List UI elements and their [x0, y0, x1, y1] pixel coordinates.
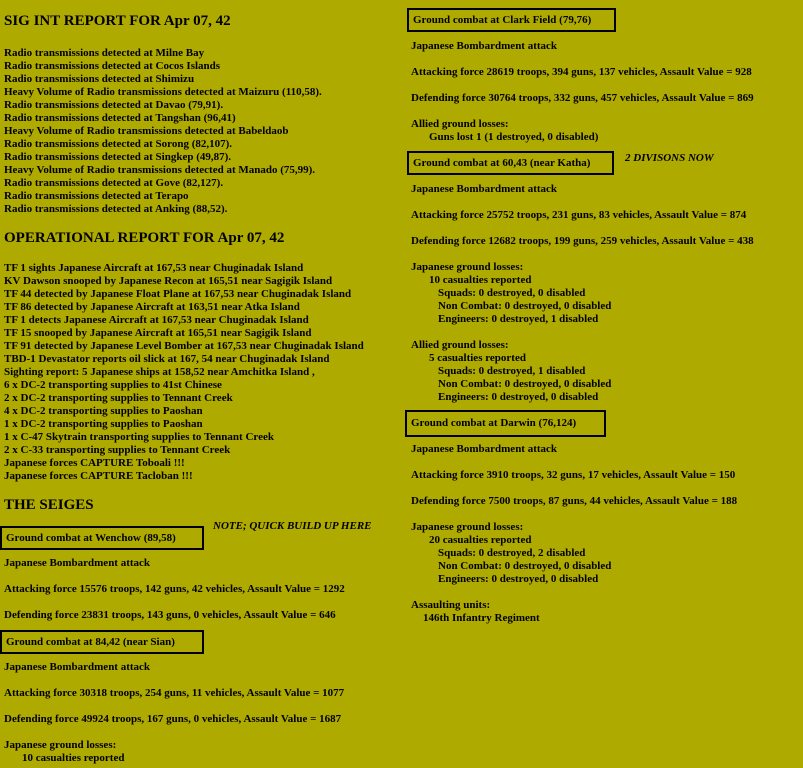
oprep-list	[4, 262, 364, 483]
katha-jp-engineers: Engineers: 0 destroyed, 1 disabled	[438, 313, 599, 325]
katha-bombardment: Japanese Bombardment attack	[411, 183, 558, 195]
sian-attacking: Attacking force 30318 troops, 254 guns, 11 vehicles, Assault Value = 1077	[4, 687, 345, 699]
sigint-list	[4, 47, 322, 216]
sigint-line: Radio transmissions detected at Cocos Islands	[4, 60, 221, 72]
wenchow-note: NOTE; QUICK BUILD UP HERE	[213, 520, 372, 532]
sian-losses-title: Japanese ground losses:	[4, 739, 117, 751]
clark-defending: Defending force 30764 troops, 332 guns, 457 vehicles, Assault Value = 869	[411, 92, 754, 104]
sigint-title: SIG INT REPORT FOR Apr 07, 42	[4, 13, 231, 29]
oprep-line: TF 1 detects Japanese Aircraft at 167,53 near Chuginadak Island	[4, 314, 309, 326]
darwin-attacking: Attacking force 3910 troops, 32 guns, 17 vehicles, Assault Value = 150	[411, 469, 736, 481]
sigint-line: Radio transmissions detected at Anking (88,52).	[4, 203, 228, 215]
oprep-line: TF 86 detected by Japanese Aircraft at 163,51 near Atka Island	[4, 301, 300, 313]
katha-jp-squads: Squads: 0 destroyed, 0 disabled	[438, 287, 586, 299]
darwin-combat-header: Ground combat at Darwin (76,124)	[405, 410, 606, 437]
oprep-line: TF 15 snooped by Japanese Aircraft at 165,51 near Sagigik Island	[4, 327, 312, 339]
katha-defending: Defending force 12682 troops, 199 guns, 259 vehicles, Assault Value = 438	[411, 235, 754, 247]
oprep-line: TF 44 detected by Japanese Float Plane at 167,53 near Chuginadak Island	[4, 288, 352, 300]
clark-combat-header: Ground combat at Clark Field (79,76)	[407, 8, 616, 32]
oprep-line: TF 1 sights Japanese Aircraft at 167,53 near Chuginadak Island	[4, 262, 304, 274]
sigint-line: Heavy Volume of Radio transmissions detected at Babeldaob	[4, 125, 289, 137]
darwin-jp-engineers: Engineers: 0 destroyed, 0 disabled	[438, 573, 599, 585]
katha-jp-noncombat: Non Combat: 0 destroyed, 0 disabled	[438, 300, 612, 312]
katha-al-noncombat: Non Combat: 0 destroyed, 0 disabled	[438, 378, 612, 390]
sian-combat-header: Ground combat at 84,42 (near Sian)	[0, 630, 204, 654]
oprep-line: 1 x C-47 Skytrain transporting supplies to Tennant Creek	[4, 431, 274, 443]
sigint-line: Radio transmissions detected at Davao (79,91).	[4, 99, 224, 111]
katha-jp-casualties: 10 casualties reported	[429, 274, 532, 286]
sigint-line: Radio transmissions detected at Sorong (82,107).	[4, 138, 233, 150]
oprep-title: OPERATIONAL REPORT FOR Apr 07, 42	[4, 230, 285, 246]
sian-bombardment: Japanese Bombardment attack	[4, 661, 151, 673]
katha-combat-header: Ground combat at 60,43 (near Katha)	[407, 151, 614, 175]
wenchow-defending: Defending force 23831 troops, 143 guns, 0 vehicles, Assault Value = 646	[4, 609, 336, 621]
oprep-line: Japanese forces CAPTURE Toboali !!!	[4, 457, 185, 469]
katha-note: 2 DIVISONS NOW	[625, 152, 714, 164]
wenchow-bombardment: Japanese Bombardment attack	[4, 557, 151, 569]
sigint-line: Radio transmissions detected at Singkep (49,87).	[4, 151, 232, 163]
darwin-jp-noncombat: Non Combat: 0 destroyed, 0 disabled	[438, 560, 612, 572]
sigint-line: Heavy Volume of Radio transmissions detected at Manado (75,99).	[4, 164, 316, 176]
seiges-title: THE SEIGES	[4, 497, 94, 513]
darwin-assaulting-unit: 146th Infantry Regiment	[423, 612, 540, 624]
katha-al-squads: Squads: 0 destroyed, 1 disabled	[438, 365, 586, 377]
katha-al-losses-title: Allied ground losses:	[411, 339, 509, 351]
clark-guns-lost: Guns lost 1 (1 destroyed, 0 disabled)	[429, 131, 599, 143]
clark-bombardment: Japanese Bombardment attack	[411, 40, 558, 52]
sigint-line: Radio transmissions detected at Tangshan (96,41)	[4, 112, 236, 124]
oprep-line: 2 x C-33 transporting supplies to Tennant Creek	[4, 444, 231, 456]
oprep-line: 2 x DC-2 transporting supplies to Tennant Creek	[4, 392, 233, 404]
oprep-line: Sighting report: 5 Japanese ships at 158,52 near Amchitka Island ,	[4, 366, 315, 378]
clark-attacking: Attacking force 28619 troops, 394 guns, 137 vehicles, Assault Value = 928	[411, 66, 752, 78]
oprep-line: KV Dawson snooped by Japanese Recon at 165,51 near Sagigik Island	[4, 275, 333, 287]
oprep-line: TBD-1 Devastator reports oil slick at 167, 54 near Chuginadak Island	[4, 353, 330, 365]
darwin-assaulting-title: Assaulting units:	[411, 599, 491, 611]
sigint-line: Radio transmissions detected at Gove (82,127).	[4, 177, 224, 189]
oprep-line: 6 x DC-2 transporting supplies to 41st Chinese	[4, 379, 222, 391]
sigint-line: Radio transmissions detected at Terapo	[4, 190, 189, 202]
darwin-jp-casualties: 20 casualties reported	[429, 534, 532, 546]
darwin-bombardment: Japanese Bombardment attack	[411, 443, 558, 455]
oprep-line: 1 x DC-2 transporting supplies to Paoshan	[4, 418, 203, 430]
darwin-defending: Defending force 7500 troops, 87 guns, 44 vehicles, Assault Value = 188	[411, 495, 738, 507]
sigint-line: Heavy Volume of Radio transmissions detected at Maizuru (110,58).	[4, 86, 322, 98]
oprep-line: 4 x DC-2 transporting supplies to Paoshan	[4, 405, 203, 417]
katha-attacking: Attacking force 25752 troops, 231 guns, 83 vehicles, Assault Value = 874	[411, 209, 747, 221]
wenchow-combat-header: Ground combat at Wenchow (89,58)	[0, 526, 204, 550]
katha-al-casualties: 5 casualties reported	[429, 352, 526, 364]
wenchow-attacking: Attacking force 15576 troops, 142 guns, 42 vehicles, Assault Value = 1292	[4, 583, 345, 595]
darwin-jp-squads: Squads: 0 destroyed, 2 disabled	[438, 547, 586, 559]
katha-al-engineers: Engineers: 0 destroyed, 0 disabled	[438, 391, 599, 403]
sian-defending: Defending force 49924 troops, 167 guns, 0 vehicles, Assault Value = 1687	[4, 713, 342, 725]
sigint-line: Radio transmissions detected at Milne Bay	[4, 47, 205, 59]
oprep-line: Japanese forces CAPTURE Tacloban !!!	[4, 470, 193, 482]
sian-casualties: 10 casualties reported	[22, 752, 125, 764]
oprep-line: TF 91 detected by Japanese Level Bomber at 167,53 near Chuginadak Island	[4, 340, 364, 352]
katha-jp-losses-title: Japanese ground losses:	[411, 261, 524, 273]
sigint-line: Radio transmissions detected at Shimizu	[4, 73, 195, 85]
darwin-jp-losses-title: Japanese ground losses:	[411, 521, 524, 533]
clark-allied-losses-title: Allied ground losses:	[411, 118, 509, 130]
